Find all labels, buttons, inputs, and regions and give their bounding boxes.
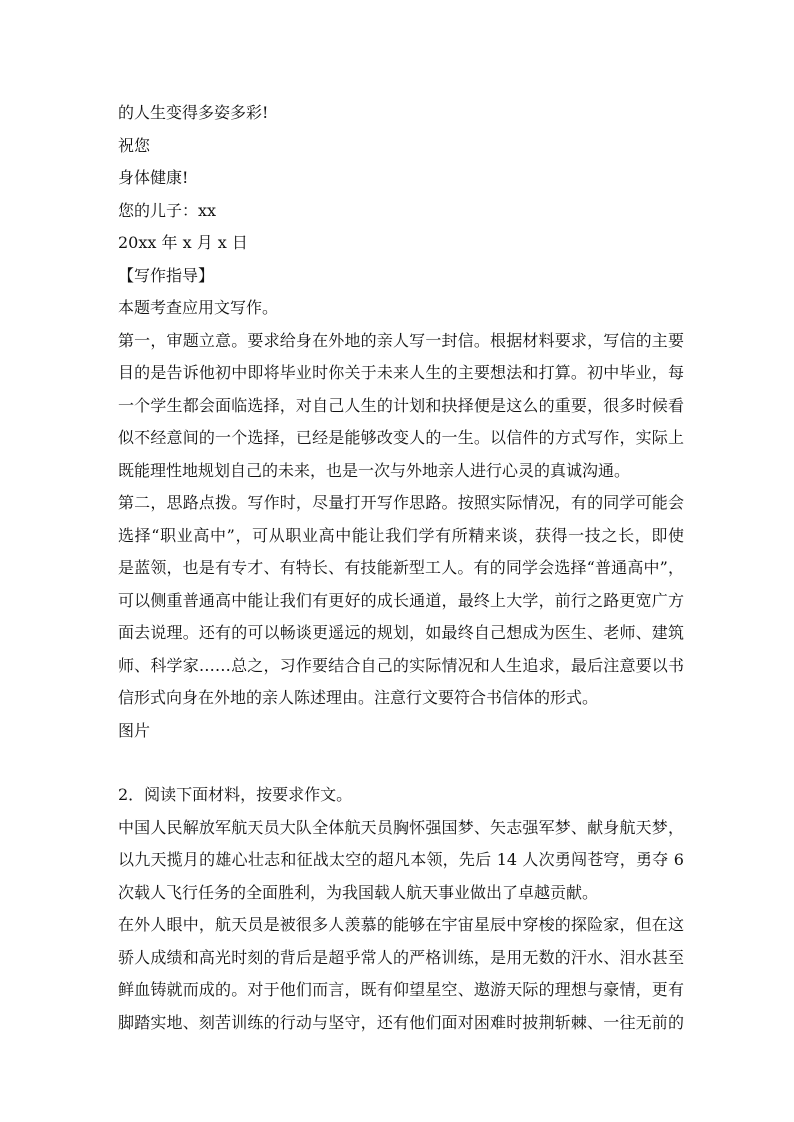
document-body [118, 97, 684, 1039]
paragraph-line: 第二，思路点拨。写作时，尽量打开写作思路。按照实际情况，有的同学可能会 [118, 493, 684, 512]
paragraph-line: 既能理性地规划自己的未来，也是一次与外地亲人进行心灵的真诚沟通。 [118, 460, 631, 480]
question-2-prompt: 2．阅读下面材料，按要求作文。 [118, 785, 353, 804]
paragraph-line: 中国人民解放军航天员大队全体航天员胸怀强国梦、矢志强军梦、献身航天梦， [118, 817, 684, 837]
question-2-paragraph-2 [118, 909, 684, 1039]
paragraph-line: 第一，审题立意。要求给身在外地的亲人写一封信。根据材料要求，写信的主要 [118, 330, 684, 350]
paragraph-line: 次载人飞行任务的全面胜利，为我国载人航天事业做出了卓越贡献。 [118, 882, 599, 902]
letter-date: 20xx 年 x 月 x 日 [118, 233, 248, 252]
paragraph-line: 脚踏实地、刻苦训练的行动与坚守，还有他们面对困难时披荆斩棘、一往无前的 [118, 1012, 684, 1032]
letter-signature: 您的儿子：xx [118, 200, 217, 220]
paragraph-line: 师、科学家……总之，习作要结合自己的实际情况和人生追求，最后注意要以书 [118, 655, 684, 675]
blank-spacer [118, 747, 684, 779]
letter-salutation-line-2: 身体健康! [118, 168, 189, 187]
paragraph-line: 一个学生都会面临选择，对自己人生的计划和抉择便是这么的重要，很多时候看 [118, 395, 684, 415]
paragraph-line: 似不经意间的一个选择，已经是能够改变人的一生。以信件的方式写作，实际上 [118, 428, 684, 447]
guide-paragraph-1 [118, 325, 684, 488]
paragraph-line: 可以侧重普通高中能让我们有更好的成长通道，最终上大学，前行之路更宽广方 [118, 590, 684, 610]
guide-heading: 【写作指导】 [118, 265, 215, 285]
paragraph-line: 是蓝领，也是有专才、有特长、有技能新型工人。有的同学会选择“普通高中”， [118, 558, 684, 577]
paragraph-line: 信形式向身在外地的亲人陈述理由。注意行文要符合书信体的形式。 [118, 688, 599, 707]
paragraph-line: 面去说理。还有的可以畅谈更遥远的规划，如最终自己想成为医生、老师、建筑 [118, 623, 684, 642]
paragraph-line: 选择“职业高中”，可从职业高中能让我们学有所精来谈，获得一技之长，即使 [118, 525, 684, 545]
guide-paragraph-2 [118, 487, 684, 715]
paragraph-line: 目的是告诉他初中即将毕业时你关于未来人生的主要想法和打算。初中毕业，每 [118, 363, 684, 382]
image-placeholder-label: 图片 [118, 720, 151, 740]
paragraph-line: 以九天揽月的雄心壮志和征战太空的超凡本领，先后 14 人次勇闯苍穹，勇夺 6 [118, 850, 684, 869]
paragraph-line: 鲜血铸就而成的。对于他们而言，既有仰望星空、遨游天际的理想与豪情，更有 [118, 980, 684, 999]
guide-intro: 本题考查应用文写作。 [118, 298, 279, 317]
letter-salutation-line-1: 祝您 [118, 135, 151, 155]
paragraph-line: 骄人成绩和高光时刻的背后是超乎常人的严格训练，是用无数的汗水、泪水甚至 [118, 947, 684, 967]
letter-closing-text: 的人生变得多姿多彩! [118, 103, 269, 122]
question-2-paragraph-1 [118, 812, 684, 910]
paragraph-line: 在外人眼中，航天员是被很多人羡慕的能够在宇宙星辰中穿梭的探险家，但在这 [118, 915, 684, 934]
